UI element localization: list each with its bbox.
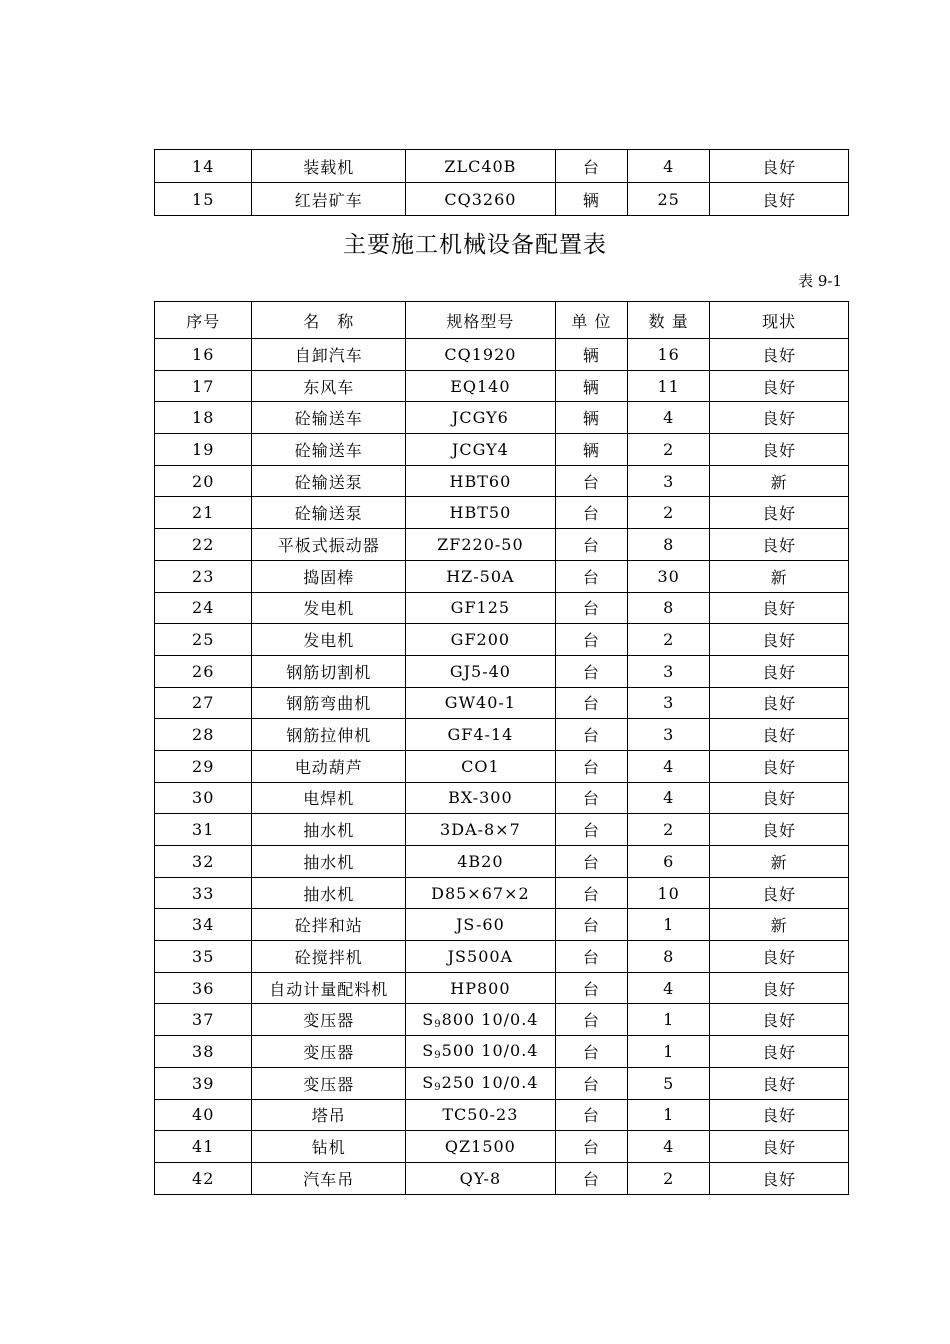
cell-name: 抽水机 [252,877,406,909]
cell-model: JCGY6 [406,402,556,434]
table-row [155,592,849,624]
table-row [155,1099,849,1131]
cell-model: GF125 [406,592,556,624]
cell-name: 电动葫芦 [252,750,406,782]
cell-unit: 台 [555,1036,627,1068]
cell-model: JS-60 [406,909,556,941]
cell-name: 塔吊 [252,1099,406,1131]
model-subscript: 9 [434,1050,442,1062]
header-unit: 单 位 [555,302,627,339]
table-row [155,370,849,402]
cell-status: 良好 [710,402,849,434]
cell-status: 新 [710,846,849,878]
cell-name: 发电机 [252,624,406,656]
cell-no: 23 [155,560,252,592]
cell-qty: 2 [628,814,710,846]
cell-qty: 4 [628,972,710,1004]
cell-model [406,1036,556,1068]
cell-no: 40 [155,1099,252,1131]
cell-model: EQ140 [406,370,556,402]
cell-unit: 台 [555,719,627,751]
cell-unit: 辆 [555,339,627,371]
cell-model: 4B20 [406,846,556,878]
cell-status: 新 [710,465,849,497]
cell-model [406,1004,556,1036]
cell-no: 42 [155,1162,252,1194]
cell-unit: 台 [555,687,627,719]
cell-status: 良好 [710,877,849,909]
table-row [155,1162,849,1194]
table-row [155,560,849,592]
cell-unit: 台 [555,592,627,624]
cell-qty: 4 [628,402,710,434]
cell-name: 钢筋弯曲机 [252,687,406,719]
cell-model: GJ5-40 [406,655,556,687]
cell-name: 电焊机 [252,782,406,814]
cell-no: 32 [155,846,252,878]
cell-no: 34 [155,909,252,941]
header-row [155,302,849,339]
cell-status: 良好 [710,434,849,466]
cell-status: 良好 [710,183,849,216]
cell-qty: 4 [628,150,710,183]
cell-qty: 5 [628,1067,710,1099]
table-row [155,750,849,782]
cell-name: 装载机 [252,150,406,183]
cell-unit: 台 [555,846,627,878]
cell-model: TC50-23 [406,1099,556,1131]
cell-unit: 台 [555,941,627,973]
cell-qty: 3 [628,465,710,497]
cell-unit: 台 [555,1067,627,1099]
cell-qty: 8 [628,941,710,973]
cell-name: 变压器 [252,1004,406,1036]
cell-name: 发电机 [252,592,406,624]
cell-no: 15 [155,183,252,216]
cell-model: GF200 [406,624,556,656]
header-name: 名 称 [252,302,406,339]
cell-qty: 1 [628,1099,710,1131]
model-rest: 500 10/0.4 [441,1041,539,1061]
cell-status: 良好 [710,941,849,973]
table-row [155,655,849,687]
cell-name: 红岩矿车 [252,183,406,216]
cell-no: 28 [155,719,252,751]
cell-name: 砼输送泵 [252,497,406,529]
cell-name: 砼拌和站 [252,909,406,941]
cell-qty: 4 [628,1131,710,1163]
cell-qty: 4 [628,750,710,782]
cell-no: 36 [155,972,252,1004]
table-number: 表 9-1 [798,272,842,290]
header-model: 规格型号 [406,302,556,339]
cell-no: 29 [155,750,252,782]
cell-name: 平板式振动器 [252,529,406,561]
cell-unit: 台 [555,877,627,909]
table-row [155,529,849,561]
cell-model: GW40-1 [406,687,556,719]
table-row [155,719,849,751]
cell-status: 良好 [710,972,849,1004]
cell-no: 39 [155,1067,252,1099]
cell-no: 30 [155,782,252,814]
cell-no: 17 [155,370,252,402]
header-no: 序号 [155,302,252,339]
cell-status: 良好 [710,1131,849,1163]
cell-model: JS500A [406,941,556,973]
cell-status: 良好 [710,1067,849,1099]
cell-qty: 8 [628,529,710,561]
table-row [155,150,849,183]
table-row [155,339,849,371]
table-row [155,1036,849,1068]
cell-status: 良好 [710,1004,849,1036]
table-row [155,877,849,909]
cell-qty: 11 [628,370,710,402]
cell-unit: 台 [555,1004,627,1036]
cell-no: 37 [155,1004,252,1036]
cell-name: 砼搅拌机 [252,941,406,973]
cell-name: 捣固棒 [252,560,406,592]
cell-model: CO1 [406,750,556,782]
equipment-table [154,301,849,1195]
table-row [155,1131,849,1163]
table-row [155,1004,849,1036]
cell-qty: 4 [628,782,710,814]
table-row [155,497,849,529]
cell-status: 良好 [710,750,849,782]
model-subscript: 9 [434,1082,442,1094]
model-prefix: S [422,1041,435,1061]
cell-model: BX-300 [406,782,556,814]
cell-unit: 台 [555,150,627,183]
cell-name: 钢筋切割机 [252,655,406,687]
cell-no: 14 [155,150,252,183]
cell-qty: 6 [628,846,710,878]
cell-unit: 台 [555,1131,627,1163]
cell-qty: 10 [628,877,710,909]
main-table-body [155,339,849,1195]
cell-unit: 台 [555,1162,627,1194]
cell-model: CQ3260 [406,183,556,216]
cell-qty: 1 [628,1036,710,1068]
cell-unit: 台 [555,560,627,592]
cell-no: 24 [155,592,252,624]
table-row [155,687,849,719]
model-prefix: S [422,1073,435,1093]
cell-status: 新 [710,560,849,592]
cell-status: 良好 [710,592,849,624]
top-table-body [155,150,849,216]
model-rest: 250 10/0.4 [441,1073,539,1093]
cell-unit: 台 [555,465,627,497]
cell-no: 41 [155,1131,252,1163]
cell-qty: 2 [628,434,710,466]
cell-unit: 辆 [555,434,627,466]
cell-unit: 台 [555,909,627,941]
cell-status: 良好 [710,687,849,719]
cell-qty: 30 [628,560,710,592]
cell-unit: 台 [555,750,627,782]
cell-status: 良好 [710,529,849,561]
cell-name: 抽水机 [252,814,406,846]
table-row [155,782,849,814]
cell-status: 良好 [710,719,849,751]
cell-status: 良好 [710,1162,849,1194]
cell-model: JCGY4 [406,434,556,466]
cell-qty: 2 [628,1162,710,1194]
table-row [155,434,849,466]
cell-status: 良好 [710,814,849,846]
cell-no: 21 [155,497,252,529]
cell-qty: 1 [628,909,710,941]
cell-no: 31 [155,814,252,846]
cell-name: 自动计量配料机 [252,972,406,1004]
cell-qty: 3 [628,719,710,751]
page-title: 主要施工机械设备配置表 [343,232,607,258]
cell-name: 砼输送车 [252,402,406,434]
cell-no: 19 [155,434,252,466]
cell-model: HBT50 [406,497,556,529]
cell-model: 3DA-8×7 [406,814,556,846]
cell-name: 汽车吊 [252,1162,406,1194]
cell-unit: 辆 [555,183,627,216]
table-row [155,941,849,973]
cell-name: 砼输送泵 [252,465,406,497]
cell-no: 20 [155,465,252,497]
cell-model: QZ1500 [406,1131,556,1163]
cell-qty: 16 [628,339,710,371]
table-row [155,846,849,878]
cell-status: 良好 [710,782,849,814]
cell-model: QY-8 [406,1162,556,1194]
cell-status: 良好 [710,624,849,656]
cell-model: ZLC40B [406,150,556,183]
cell-name: 钢筋拉伸机 [252,719,406,751]
model-subscript: 9 [434,1018,442,1030]
cell-qty: 3 [628,687,710,719]
cell-status: 良好 [710,150,849,183]
cell-model: HP800 [406,972,556,1004]
cell-qty: 1 [628,1004,710,1036]
cell-qty: 25 [628,183,710,216]
cell-name: 砼输送车 [252,434,406,466]
cell-name: 抽水机 [252,846,406,878]
cell-model: CQ1920 [406,339,556,371]
cell-no: 18 [155,402,252,434]
cell-model: HZ-50A [406,560,556,592]
table-row [155,1067,849,1099]
cell-model: D85×67×2 [406,877,556,909]
header-status: 现状 [710,302,849,339]
cell-qty: 3 [628,655,710,687]
table-row [155,909,849,941]
cell-status: 良好 [710,655,849,687]
model-prefix: S [422,1009,435,1029]
cell-unit: 台 [555,972,627,1004]
cell-name: 钻机 [252,1131,406,1163]
header-qty: 数 量 [628,302,710,339]
cell-no: 26 [155,655,252,687]
cell-no: 27 [155,687,252,719]
table-row [155,624,849,656]
table-row [155,972,849,1004]
cell-unit: 台 [555,529,627,561]
model-rest: 800 10/0.4 [441,1009,539,1029]
cell-status: 良好 [710,1099,849,1131]
cell-unit: 台 [555,655,627,687]
cell-qty: 2 [628,497,710,529]
cell-no: 25 [155,624,252,656]
cell-status: 良好 [710,497,849,529]
table-row [155,402,849,434]
cell-model: ZF220-50 [406,529,556,561]
table-row [155,465,849,497]
cell-status: 良好 [710,339,849,371]
cell-status: 新 [710,909,849,941]
previous-page-table [154,149,849,216]
cell-name: 自卸汽车 [252,339,406,371]
cell-unit: 辆 [555,402,627,434]
cell-status: 良好 [710,370,849,402]
cell-no: 38 [155,1036,252,1068]
cell-qty: 2 [628,624,710,656]
cell-unit: 辆 [555,370,627,402]
table-row [155,183,849,216]
cell-no: 33 [155,877,252,909]
cell-no: 35 [155,941,252,973]
cell-no: 16 [155,339,252,371]
cell-status: 良好 [710,1036,849,1068]
cell-no: 22 [155,529,252,561]
cell-unit: 台 [555,624,627,656]
cell-unit: 台 [555,814,627,846]
cell-model: HBT60 [406,465,556,497]
cell-model: GF4-14 [406,719,556,751]
cell-unit: 台 [555,782,627,814]
cell-name: 东风车 [252,370,406,402]
table-row [155,814,849,846]
cell-name: 变压器 [252,1036,406,1068]
cell-model [406,1067,556,1099]
cell-unit: 台 [555,1099,627,1131]
cell-name: 变压器 [252,1067,406,1099]
cell-unit: 台 [555,497,627,529]
cell-qty: 8 [628,592,710,624]
